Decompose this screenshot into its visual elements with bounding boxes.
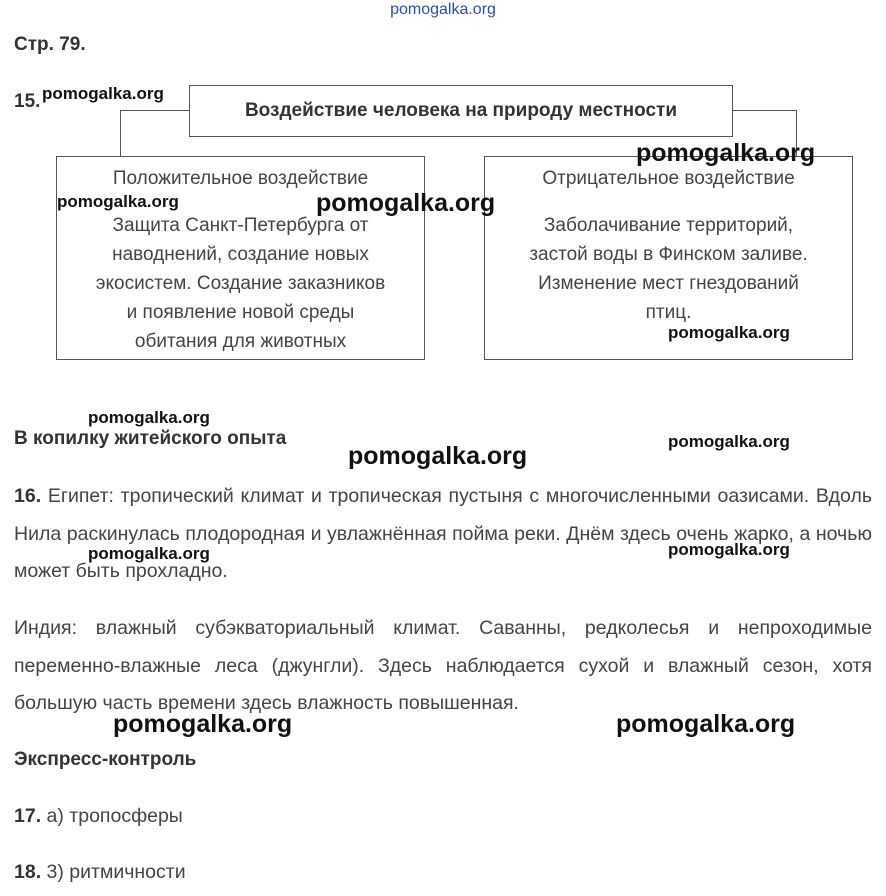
watermark: pomogalka.org bbox=[57, 192, 179, 211]
page-reference: Стр. 79. bbox=[14, 34, 86, 55]
watermark: pomogalka.org bbox=[113, 710, 293, 738]
positive-impact-line: обитания для животных bbox=[134, 331, 347, 352]
positive-impact-box bbox=[56, 156, 425, 360]
watermark: pomogalka.org bbox=[88, 544, 210, 563]
diagram-title-box: Воздействие человека на природу местности bbox=[189, 85, 733, 137]
positive-impact-line: наводнений, создание новых bbox=[112, 244, 369, 265]
watermark: pomogalka.org bbox=[668, 432, 790, 451]
task-18-answer-text: 3) ритмичности bbox=[46, 861, 186, 883]
task-17-answer bbox=[14, 805, 183, 828]
positive-impact-line: экосистем. Создание заказников bbox=[95, 273, 386, 294]
watermark: pomogalka.org bbox=[316, 189, 496, 217]
task-16-india-paragraph: Индия: влажный субэкваториальный климат. Саванны, редколесья и непроходимые переменно-влажные леса (джунгли). Здесь наблюдается сухой и влажный сезон, хотя большую часть времени здесь влажность повышенная. bbox=[14, 617, 872, 714]
section-express-control-heading: Экспресс-контроль bbox=[14, 749, 197, 770]
watermark: pomogalka.org bbox=[668, 540, 790, 559]
task-15-number: 15. bbox=[14, 91, 41, 112]
negative-impact-line: Изменение мест гнездований bbox=[538, 273, 799, 294]
task-18-answer bbox=[14, 861, 186, 884]
section-life-experience-heading: В копилку житейского опыта bbox=[14, 428, 287, 449]
watermark: pomogalka.org bbox=[636, 139, 816, 167]
task-17-answer-text: а) тропосферы bbox=[46, 805, 183, 827]
watermark: pomogalka.org bbox=[348, 442, 528, 470]
connector-left-horizontal bbox=[120, 110, 189, 111]
positive-impact-line: и появление новой среды bbox=[126, 302, 355, 323]
negative-impact-heading: Отрицательное воздействие bbox=[542, 168, 795, 189]
site-header-link[interactable]: pomogalka.org bbox=[390, 1, 496, 18]
watermark: pomogalka.org bbox=[668, 323, 790, 342]
task-16-number: 16. bbox=[14, 485, 42, 507]
negative-impact-line: застой воды в Финском заливе. bbox=[529, 244, 808, 265]
positive-impact-line: Защита Санкт-Петербурга от bbox=[112, 215, 369, 236]
negative-impact-line: Заболачивание территорий, bbox=[543, 215, 794, 236]
connector-right-horizontal bbox=[733, 110, 797, 111]
task-16-egypt-paragraph bbox=[14, 478, 872, 591]
watermark: pomogalka.org bbox=[616, 710, 796, 738]
watermark: pomogalka.org bbox=[42, 84, 164, 103]
watermark: pomogalka.org bbox=[88, 408, 210, 427]
positive-impact-heading: Положительное воздействие bbox=[112, 168, 369, 189]
task-18-number: 18. bbox=[14, 861, 42, 883]
task-17-number: 17. bbox=[14, 805, 42, 827]
negative-impact-line: птиц. bbox=[645, 302, 692, 323]
task-16-egypt-text: Египет: тропический климат и тропическая пустыня с многочисленными оазисами. Вдоль Нила раскинулась плодородная и увлажнённая пойма реки. Днём здесь очень жарко, а ночью может быть прохладно. bbox=[14, 485, 872, 582]
connector-left-vertical bbox=[120, 110, 121, 156]
